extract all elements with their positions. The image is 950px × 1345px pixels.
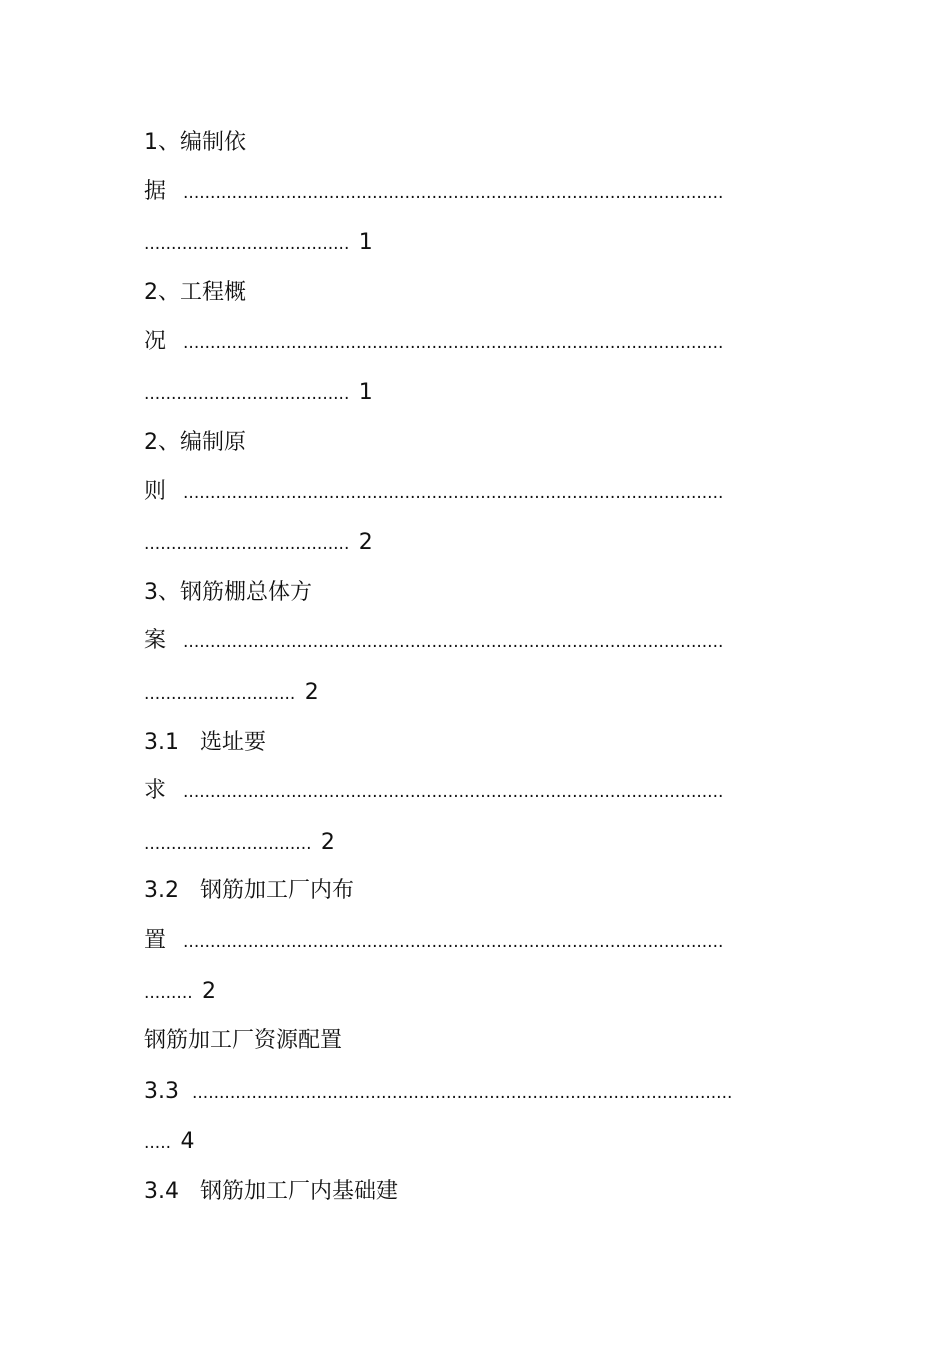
toc-leader-dots: .................................................................................................... [183, 932, 724, 952]
toc-lead: 求 [144, 778, 167, 803]
toc-leader-dots: ............................... [144, 834, 317, 854]
toc-leader-dots: .................................................................................................... [183, 183, 724, 203]
toc-page-line [144, 228, 373, 258]
toc-page-line [144, 678, 319, 708]
toc-lead: 3.3 [144, 1079, 179, 1104]
toc-heading: 2、工程概 [144, 280, 246, 305]
toc-heading: 钢筋加工厂资源配置 [144, 1028, 343, 1053]
toc-lead-line [144, 926, 723, 956]
toc-heading: 2、编制原 [144, 430, 246, 455]
toc-leader-dots: ......... [144, 983, 199, 1003]
toc-leader-dots: ...................................... [144, 534, 355, 554]
toc-lead-line [144, 477, 723, 507]
toc-lead: 则 [144, 479, 167, 504]
toc-page-line [144, 378, 373, 408]
toc-lead: 置 [144, 928, 167, 953]
toc-page-line [144, 977, 216, 1007]
toc-leader-dots: ..... [144, 1133, 177, 1153]
toc-page-number: 4 [180, 1129, 195, 1154]
toc-heading: 3、钢筋棚总体方 [144, 580, 312, 605]
toc-lead-line [144, 626, 723, 656]
toc-lead-line [144, 776, 723, 806]
toc-leader-dots: .................................................................................................... [183, 483, 724, 503]
toc-leader-dots: .................................................................................................... [192, 1083, 733, 1103]
toc-page-number: 2 [358, 530, 373, 555]
toc-page-number: 1 [358, 230, 373, 255]
toc-leader-dots: .................................................................................................... [183, 632, 724, 652]
toc-heading: 3.4 钢筋加工厂内基础建 [144, 1179, 398, 1204]
toc-lead-line [144, 327, 723, 357]
toc-page-line [144, 1127, 194, 1157]
toc-page-number: 2 [304, 680, 319, 705]
toc-lead: 况 [144, 329, 167, 354]
toc-page-line [144, 528, 373, 558]
toc-page-number: 1 [358, 380, 373, 405]
toc-heading: 3.1 选址要 [144, 730, 266, 755]
toc-leader-dots: .................................................................................................... [183, 333, 724, 353]
toc-leader-dots: .................................................................................................... [183, 782, 724, 802]
toc-leader-dots: ............................ [144, 684, 301, 704]
toc-lead-line [144, 177, 723, 207]
toc-heading: 3.2 钢筋加工厂内布 [144, 878, 354, 903]
toc-lead: 据 [144, 179, 167, 204]
toc-page-number: 2 [202, 979, 217, 1004]
toc-leader-dots: ...................................... [144, 234, 355, 254]
toc-heading: 1、编制依 [144, 130, 246, 155]
toc-page-number: 2 [320, 830, 335, 855]
toc-lead-line [144, 1077, 732, 1107]
toc-leader-dots: ...................................... [144, 384, 355, 404]
toc-page-line [144, 828, 335, 858]
toc-lead: 案 [144, 628, 167, 653]
